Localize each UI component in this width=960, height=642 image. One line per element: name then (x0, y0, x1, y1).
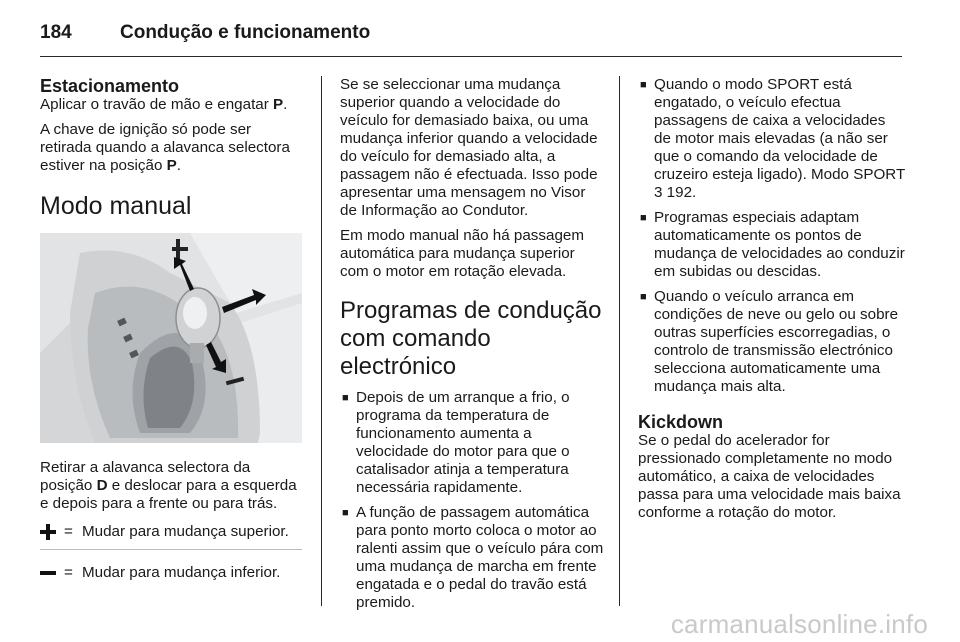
column-divider-2 (619, 76, 620, 606)
bullet-icon: ■ (640, 291, 647, 303)
heading-kickdown: Kickdown (638, 412, 724, 432)
bullet-icon: ■ (640, 79, 647, 91)
paragraph-parking-2: A chave de ignição só pode ser retirada quando a alavanca selectora estiver na posição P. (40, 121, 290, 174)
page-header (40, 18, 370, 48)
gear-selector-illustration (40, 233, 302, 443)
legend-upshift: = Mudar para mudança superior. (40, 523, 305, 541)
legend-upshift-text: Mudar para mudança superior. (82, 523, 289, 540)
list-item: ■ Programas especiais adaptam automaticamente os pontos de mudança de velocidades ao conduzir em subidas ou descidas. (640, 209, 905, 280)
column-2 (340, 76, 605, 619)
paragraph-kickdown: Se o pedal do acelerador for pressionado completamente no modo automático, a caixa de velocidades passa para uma velocidade mais baixa conforme a rotação do motor. (638, 432, 901, 521)
column-1 (40, 76, 305, 582)
list-item: ■ Quando o veículo arranca em condições de neve ou gelo ou sobre outras superfícies escorregadias, o controlo de transmissão electrónico selecciona automaticamente uma mudança mais alta. (640, 288, 899, 395)
minus-icon (40, 565, 56, 581)
page-number: 184 (40, 22, 72, 43)
chapter-title: Condução e funcionamento (120, 22, 371, 43)
list-item: ■ Quando o modo SPORT está engatado, o veículo efectua passagens de caixa a velocidades de motor mais elevadas (a não ser que o comando da velocidade de cruzeiro esteja ligado). Modo SPORT 3 192. (640, 76, 905, 201)
page-reference-arrow-icon: 3 (654, 184, 663, 201)
list-item: ■ Depois de um arranque a frio, o programa da temperatura de funcionamento aumenta a velocidade do motor para que o catalisador atinja a temperatura necessária rapidamente. (342, 389, 570, 496)
bullet-icon: ■ (342, 392, 349, 404)
plus-icon (40, 524, 56, 540)
legend-downshift-text: Mudar para mudança inferior. (82, 564, 281, 581)
column-3 (638, 76, 906, 529)
paragraph-manual-4: Em modo manual não há passagem automática para mudança superior com o motor em rotação elevada. (340, 227, 584, 280)
watermark: carmanualsonline.info (670, 609, 928, 639)
list-item: ■ A função de passagem automática para ponto morto coloca o motor ao ralenti assim que o veículo pára com uma mudança de marcha em frente engatada e o pedal do travão está premido. (342, 504, 604, 611)
bullet-icon: ■ (342, 507, 349, 519)
heading-estacionamento: Estacionamento (40, 76, 180, 96)
heading-programas: Programas de condução com comando electrónico (340, 297, 602, 380)
paragraph-parking-1: Aplicar o travão de mão e engatar P. (40, 96, 288, 113)
heading-modo-manual: Modo manual (40, 192, 192, 220)
paragraph-manual-2: posição D e deslocar para a esquerda e depois para a frente ou para trás. (40, 477, 297, 512)
column-divider-1 (321, 76, 322, 606)
bullet-icon: ■ (640, 212, 647, 224)
paragraph-manual-3: Se se seleccionar uma mudança superior quando a velocidade do veículo for demasiado baixa, ou uma mudança inferior quando a velocidade do veículo for demasiado alta, a passagem não é efectuada. Isso pode apresentar uma mensagem no Visor de Informação ao Condutor. (340, 76, 598, 219)
paragraph-manual-1: Retirar a alavanca selectora da (40, 459, 251, 476)
legend-divider (40, 549, 302, 550)
legend-downshift: = Mudar para mudança inferior. (40, 564, 305, 582)
page-reference: 192. (662, 184, 697, 201)
header-rule (40, 56, 902, 57)
